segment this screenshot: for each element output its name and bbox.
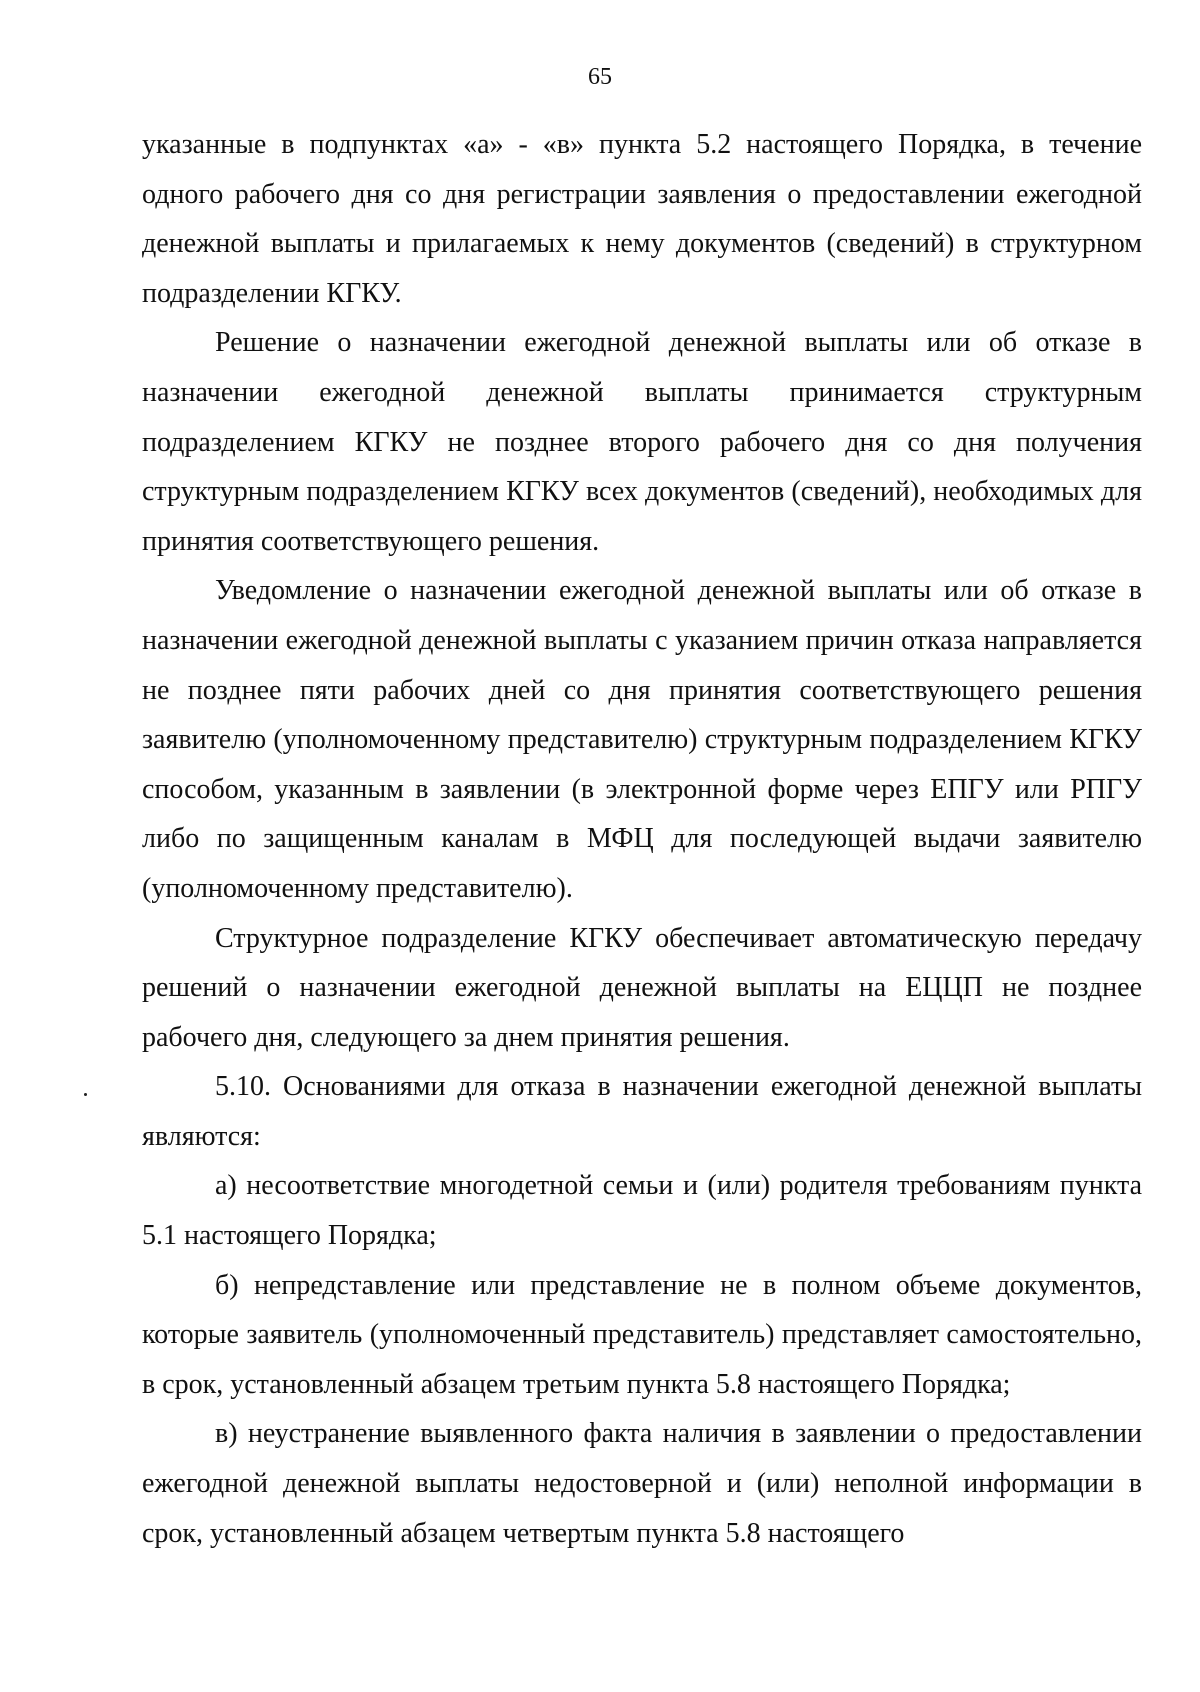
paragraph-automatic-transfer: Структурное подразделение КГКУ обеспечивает автоматическую передачу решений о назначении ежегодной денежной выплаты на ЕЦЦП не позднее рабочего дня, следующего за днем принятия решения. bbox=[142, 922, 1142, 1053]
list-item-b: б) непредставление или представление не в полном объеме документов, которые заявитель (уполномоченный представитель) представляет самостоятельно, в срок, установленный абзацем третьим пункта 5.8 настоящего Порядка; bbox=[142, 1269, 1142, 1400]
paragraph-decision: Решение о назначении ежегодной денежной выплаты или об отказе в назначении ежегодной денежной выплаты принимается структурным подразделением КГКУ не позднее второго рабочего дня со дня получения структурным подразделением КГКУ всех документов (сведений), необходимых для принятия соответствующего решения. bbox=[142, 327, 1142, 557]
page-number: 65 bbox=[588, 64, 612, 90]
paragraph-continuation: указанные в подпунктах «а» - «в» пункта 5.2 настоящего Порядка, в течение одного рабочего дня со дня регистрации заявления о предоставлении ежегодной денежной выплаты и прилагаемых к нему документов (сведений) в структурном подразделении КГКУ. bbox=[142, 129, 1142, 309]
paragraph-notification: Уведомление о назначении ежегодной денежной выплаты или об отказе в назначении ежегодной денежной выплаты с указанием причин отказа направляется не позднее пяти рабочих дней со дня принятия соответствующего решения заявителю (уполномоченному представителю) структурным подразделением КГКУ способом, указанным в заявлении (в электронной форме через ЕПГУ или РПГУ либо по защищенным каналам в МФЦ для последующей выдачи заявителю (уполномоченному представителю). bbox=[142, 575, 1142, 904]
list-item-v: в) неустранение выявленного факта наличия в заявлении о предоставлении ежегодной денежной выплаты недостоверной и (или) неполной информации в срок, установленный абзацем четвертым пункта 5.8 настоящего bbox=[142, 1418, 1142, 1549]
list-item-a: а) несоответствие многодетной семьи и (или) родителя требованиям пункта 5.1 настоящего Порядка; bbox=[142, 1170, 1142, 1252]
document-body bbox=[142, 120, 1142, 1558]
paragraph-section-5-10: 5.10. Основаниями для отказа в назначении ежегодной денежной выплаты являются: bbox=[142, 1071, 1142, 1152]
scan-speck bbox=[84, 1093, 87, 1096]
